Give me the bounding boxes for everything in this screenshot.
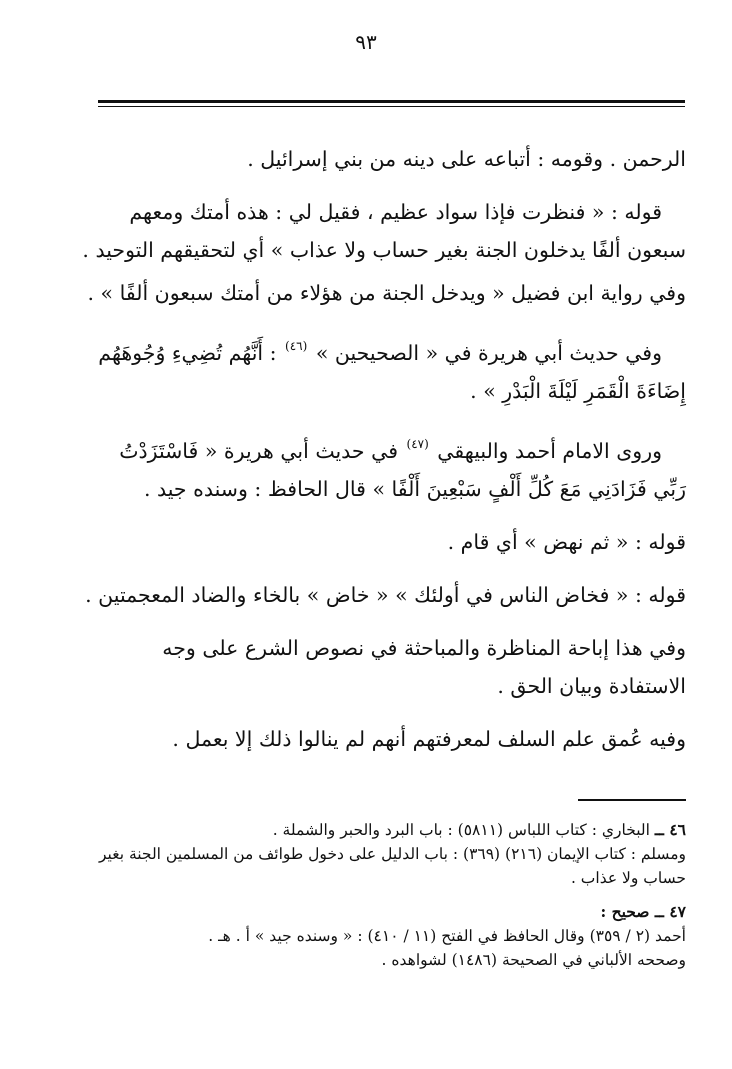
paragraph-text: وروى الامام أحمد والبيهقي <box>430 439 662 463</box>
footnote-text: أحمد (٢ / ٣٥٩) وقال الحافظ في الفتح (١١ / ٤١٠) : « وسنده جيد » أ . هـ . <box>208 927 686 945</box>
footnote-ref: (٤٧) <box>406 437 429 451</box>
footnote-number: ٤٦ ــ <box>654 820 686 839</box>
paragraph: وفي رواية ابن فضيل « ويدخل الجنة من هؤلاء من أمتك سبعون ألفًا » . <box>87 281 686 305</box>
page-number: ٩٣ <box>355 30 377 54</box>
paragraph: قوله : « ثم نهض » أي قام . <box>447 530 686 554</box>
paragraph <box>82 327 686 410</box>
footnotes <box>78 818 686 972</box>
header-rule-thick <box>98 100 685 103</box>
footnote-47 <box>78 900 686 972</box>
paragraph-text: وفي حديث أبي هريرة في « الصحيحين » <box>309 341 662 365</box>
footnote-text: البخاري : كتاب اللباس (٥٨١١) : باب البرد والحبر والشملة . <box>272 821 655 839</box>
header-rule-thin <box>98 106 685 107</box>
footnote-line <box>78 900 686 924</box>
footnote-text: ومسلم : كتاب الإيمان (٢١٦) (٣٦٩) : باب الدليل على دخول طوائف من المسلمين الجنة بغير حساب ولا عذاب . <box>99 845 686 887</box>
footnote-separator <box>578 799 686 801</box>
paragraph-text: : أَنَّهُم تُضِيءِ وُجُوهَهُم إِضَاءَةَ الْقَمَرِ لَيْلَةَ الْبَدْرِ » . <box>98 341 686 403</box>
paragraph <box>82 425 686 508</box>
footnote-46 <box>78 818 686 890</box>
footnote-ref: (٤٦) <box>285 339 308 353</box>
footnote-text: وصححه الألباني في الصحيحة (١٤٨٦) لشواهده . <box>381 951 686 969</box>
paragraph: قوله : « فخاض الناس في أولئك » « خاض » بالخاء والضاد المعجمتين . <box>85 583 686 607</box>
footnote-line <box>78 818 686 842</box>
paragraph: وفيه عُمق علم السلف لمعرفتهم أنهم لم ينالوا ذلك إلا بعمل . <box>172 727 686 751</box>
footnote-number: ٤٧ ــ <box>654 902 686 921</box>
paragraph: قوله : « فنظرت فإذا سواد عظيم ، فقيل لي : هذه أمتك ومعهم سبعون ألفًا يدخلون الجنة بغير حساب ولا عذاب » أي لتحقيقهم التوحيد . <box>82 200 686 262</box>
paragraph: وفي هذا إباحة المناظرة والمباحثة في نصوص الشرع على وجه الاستفادة وبيان الحق . <box>162 636 686 698</box>
paragraph: الرحمن . وقومه : أتباعه على دينه من بني إسرائيل . <box>247 147 686 171</box>
paragraph-text: في حديث أبي هريرة « فَاسْتَزَدْتُ رَبِّي فَزَادَنِي مَعَ كُلِّ أَلْفٍ سَبْعِينَ أَلْفًا » قال الحافظ : وسنده جيد . <box>119 439 686 501</box>
footnote-grade: صحيح : <box>600 902 655 921</box>
main-text <box>82 140 686 773</box>
